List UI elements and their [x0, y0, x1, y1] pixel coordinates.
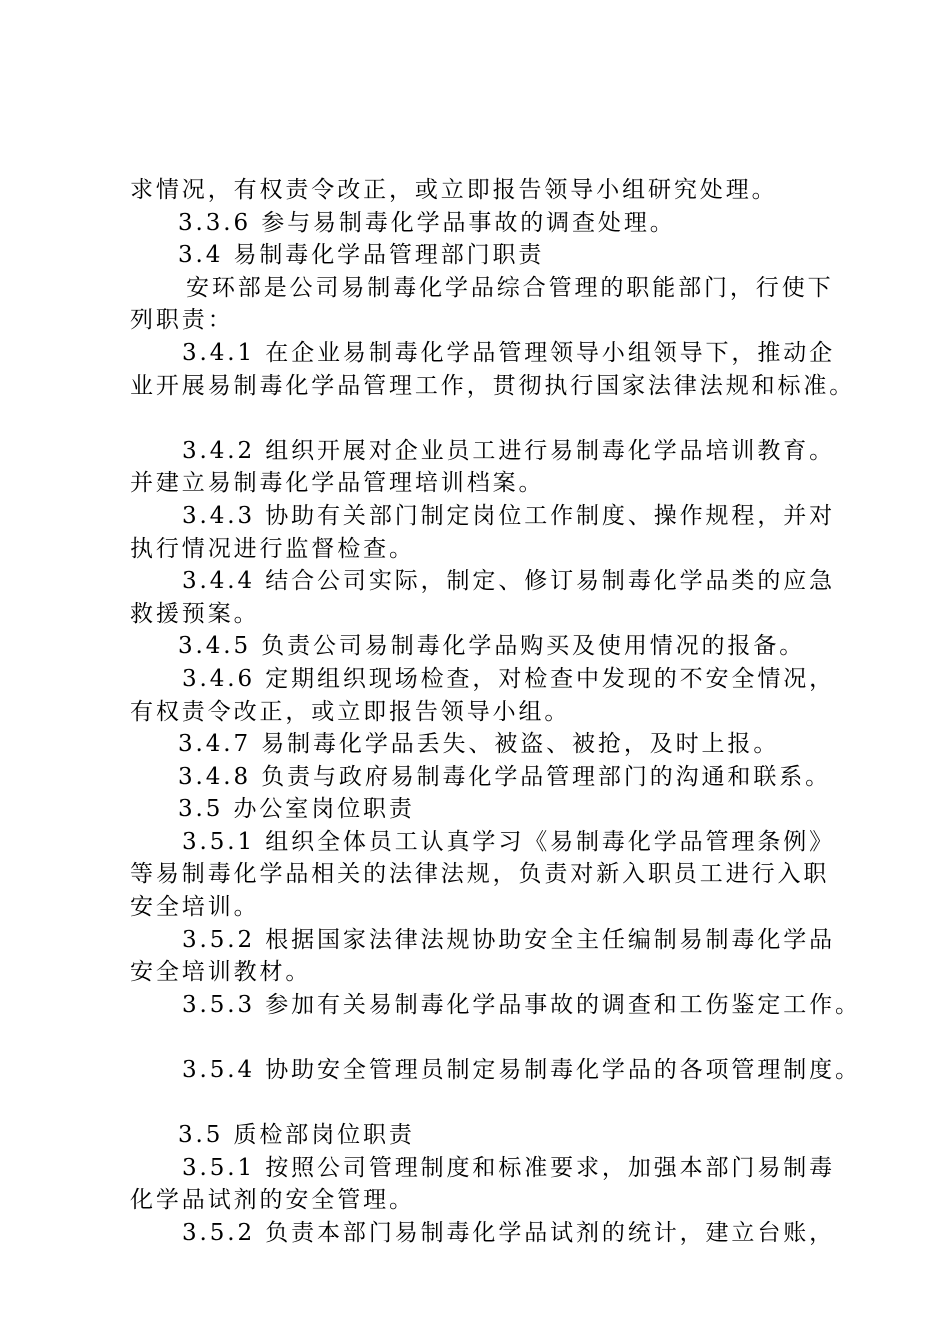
- text-line: 救援预案。: [130, 600, 260, 627]
- text-line: 列职责：: [130, 307, 234, 334]
- blank-line: [130, 1087, 845, 1120]
- text-line: 3.4 易制毒化学品管理部门职责: [178, 242, 545, 269]
- text-line: 3.5 质检部岗位职责: [178, 1122, 415, 1149]
- text-line: 化学品试剂的安全管理。: [130, 1187, 415, 1214]
- blank-line: [130, 402, 845, 435]
- text-line: 3.5.2 根据国家法律法规协助安全主任编制易制毒化学品: [182, 926, 836, 953]
- document-body: [130, 174, 861, 1250]
- text-line: 3.4.7 易制毒化学品丢失、被盗、被抢，及时上报。: [178, 731, 780, 758]
- text-line: 3.4.8 负责与政府易制毒化学品管理部门的沟通和联系。: [178, 763, 832, 790]
- text-line: 3.3.6 参与易制毒化学品事故的调查处理。: [178, 209, 676, 236]
- text-line: 3.5.1 组织全体员工认真学习《易制毒化学品管理条例》: [182, 828, 836, 855]
- text-line: 执行情况进行监督检查。: [130, 535, 415, 562]
- text-line: 有权责令改正，或立即报告领导小组。: [130, 698, 571, 725]
- blank-line: [130, 1021, 845, 1054]
- text-line: 并建立易制毒化学品管理培训档案。: [130, 470, 545, 497]
- text-line: 3.4.1 在企业易制毒化学品管理领导小组领导下，推动企: [182, 339, 836, 366]
- text-line: 等易制毒化学品相关的法律法规，负责对新入职员工进行入职: [130, 861, 830, 888]
- text-line: 3.4.3 协助有关部门制定岗位工作制度、操作规程，并对: [182, 502, 836, 529]
- text-line: 安全培训。: [130, 894, 260, 921]
- text-line: 3.5.3 参加有关易制毒化学品事故的调查和工伤鉴定工作。: [182, 991, 861, 1018]
- text-line: 安环部是公司易制毒化学品综合管理的职能部门，行使下: [186, 274, 834, 301]
- text-line: 3.5.4 协助安全管理员制定易制毒化学品的各项管理制度。: [182, 1057, 861, 1084]
- text-line: 3.4.2 组织开展对企业员工进行易制毒化学品培训教育。: [182, 437, 836, 464]
- text-line: 安全培训教材。: [130, 959, 312, 986]
- text-line: 3.4.6 定期组织现场检查，对检查中发现的不安全情况，: [182, 665, 836, 692]
- text-line: 3.4.5 负责公司易制毒化学品购买及使用情况的报备。: [178, 633, 806, 660]
- text-line: 3.5 办公室岗位职责: [178, 796, 415, 823]
- text-line: 3.4.4 结合公司实际，制定、修订易制毒化学品类的应急: [182, 568, 836, 595]
- text-line: 求情况，有权责令改正，或立即报告领导小组研究处理。: [130, 177, 778, 203]
- text-line: 3.5.1 按照公司管理制度和标准要求，加强本部门易制毒: [182, 1154, 836, 1181]
- text-line: 3.5.2 负责本部门易制毒化学品试剂的统计，建立台账，: [182, 1220, 836, 1246]
- text-line: 业开展易制毒化学品管理工作，贯彻执行国家法律法规和标准。: [130, 372, 856, 399]
